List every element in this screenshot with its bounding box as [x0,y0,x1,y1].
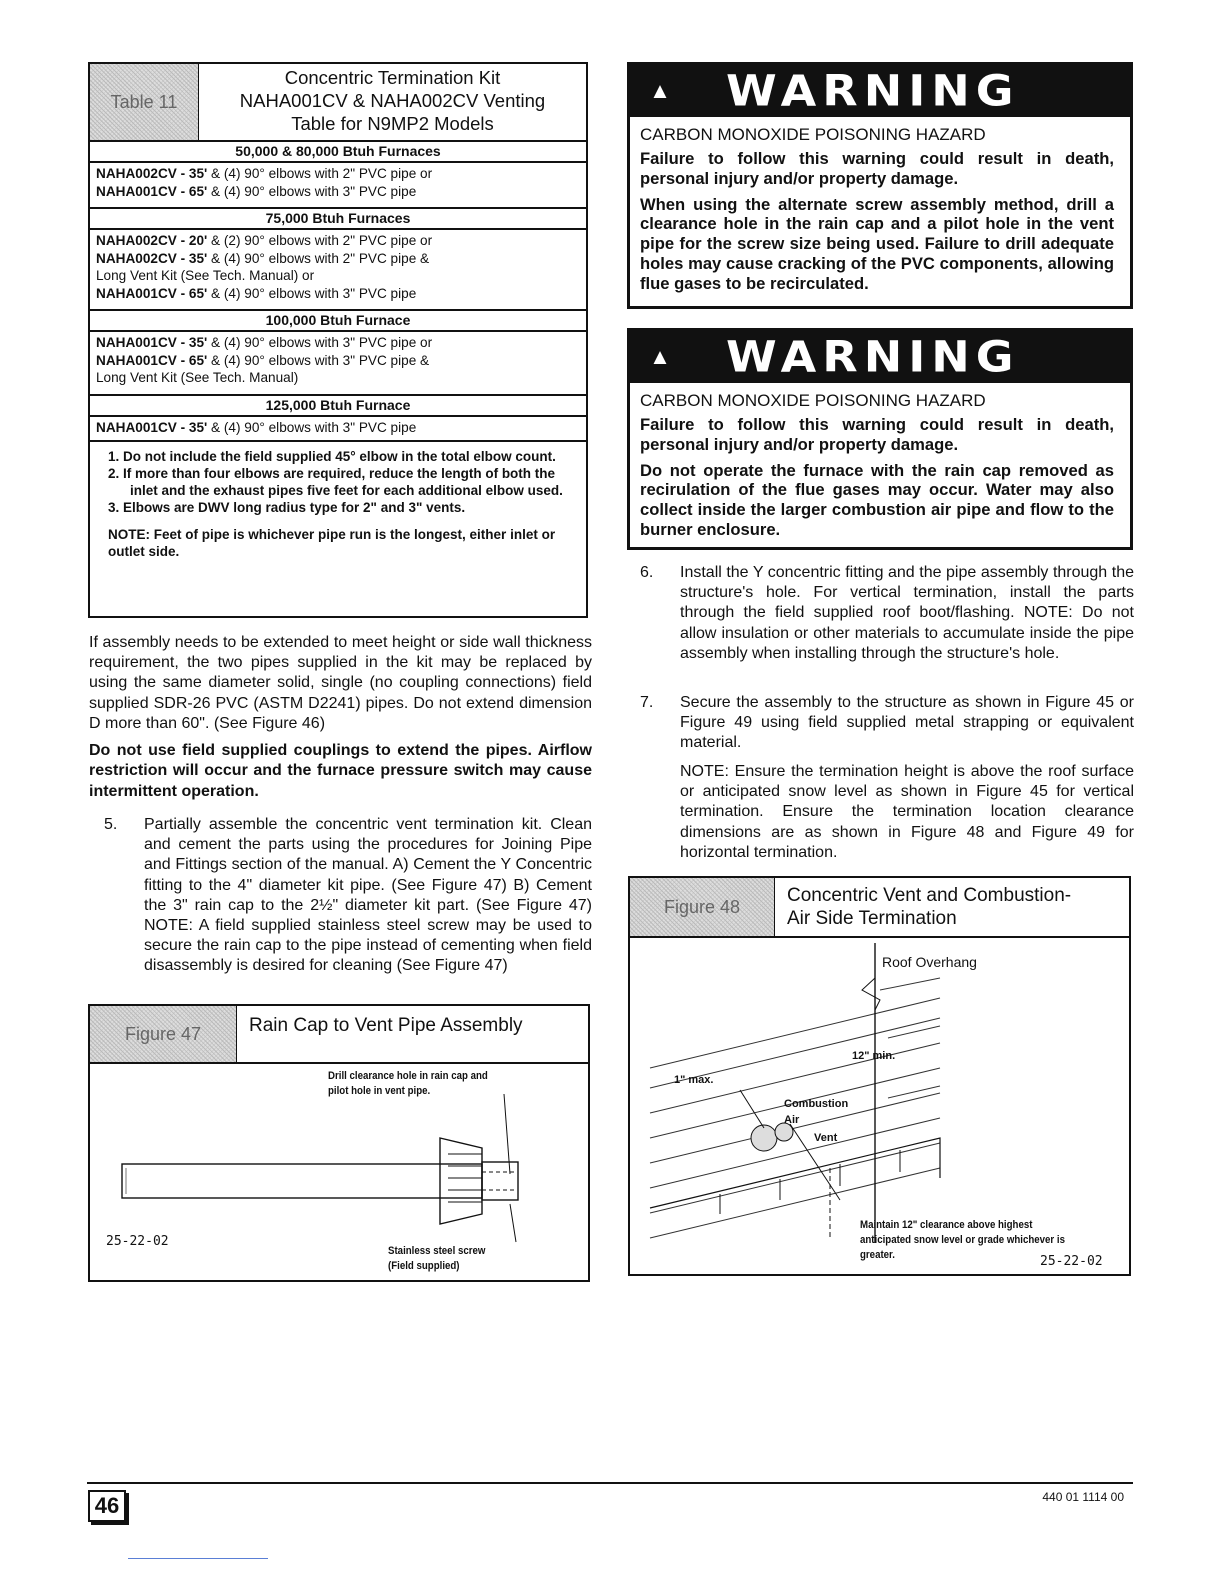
section-heading: 75,000 Btuh Furnaces [90,207,586,230]
row-detail: & (4) 90° elbows with 3" PVC pipe & [207,352,430,368]
page-number: 46 [88,1490,126,1522]
figure-tag: Figure 47 [90,1006,237,1062]
list-number: 6. [640,564,654,581]
row-detail: & (4) 90° elbows with 3" PVC pipe [207,285,417,301]
overhang-line [888,1086,940,1098]
figure-48 [628,876,1131,1276]
warning-bar [630,331,1130,383]
warning-box-2 [627,328,1133,550]
table-row [96,250,580,268]
row-detail: Long Vent Kit (See Tech. Manual) [96,370,299,385]
table-row [96,352,580,370]
footer-link-line [128,1558,268,1559]
overhang-line [888,1026,940,1038]
label-1-max: 1" max. [674,1074,714,1086]
warning-text: When using the alternate screw assembly method, drill a clearance hole in the rain cap and a pilot hole in the vent pipe for the screw size being used. Failure to drill adequate holes may cause cracking of the PVC components, allowing flue gases to be recirculated. [640,194,1114,293]
warning-word: WARNING [726,66,1020,116]
section-heading: 125,000 Btuh Furnace [90,394,586,417]
section-heading: 50,000 & 80,000 Btuh Furnaces [90,142,586,163]
row-detail: & (4) 90° elbows with 2" PVC pipe & [207,250,430,266]
document-number: 440 01 1114 00 [1042,1490,1124,1504]
warning-icon: ▲ [649,344,671,369]
label-vent: Vent [814,1132,838,1144]
section-rows [90,417,586,441]
warning-icon: ▲ [649,78,671,103]
rain-cap [440,1138,482,1224]
vent-termination [751,1125,777,1151]
overhang-line [880,978,940,990]
table-title-line: Concentric Termination Kit [284,67,501,88]
figure-code: 25-22-02 [106,1234,169,1249]
table-row [96,369,580,387]
warning-text: Do not operate the furnace with the rain cap removed as recirulation of the flue gases may occur. Water may also collect inside the larger combustion air pipe and flow to the burner enclosure. [640,460,1114,539]
footer-rule [87,1482,1133,1484]
hazard-title: CARBON MONOXIDE POISONING HAZARD [640,391,986,410]
note-termination-height: NOTE: Ensure the termination height is above the roof surface or anticipated snow level as shown in Figure 45 for vertical termination. Ensure the termination location clearance dimensions are as shown in Figure 48 and Figure 49 for horizontal termination. [680,763,1134,861]
table-footnote: NOTE: Feet of pipe is whichever pipe run is the longest, either inlet or outlet side. [108,527,556,559]
hazard-title: CARBON MONOXIDE POISONING HAZARD [640,125,986,144]
row-model: NAHA001CV - 35' [96,419,208,435]
table-note: 3. Elbows are DWV long radius type for 2" and 3" vents. [108,500,466,515]
table-11 [88,62,588,618]
figure-tag: Figure 48 [630,878,775,936]
table-row [96,334,580,352]
row-detail: & (2) 90° elbows with 2" PVC pipe or [207,233,433,248]
list-text: Secure the assembly to the structure as shown in Figure 45 or Figure 49 using field supplied metal strapping or equivalent material. [680,694,1134,752]
leader-line [740,1090,764,1128]
row-model: NAHA001CV - 65' [96,183,208,199]
label-maintain-clearance: Maintain 12" clearance above highest anticipated snow level or grade whichever is greater. [860,1219,1065,1261]
figure-title: Concentric Vent and Combustion-Air Side Termination [787,885,1072,929]
row-model: NAHA001CV - 65' [96,352,208,368]
warning-bar [630,65,1130,117]
caution-couplings: Do not use field supplied couplings to extend the pipes. Airflow restriction will occur and the furnace pressure switch may cause intermittent operation. [89,742,592,800]
section-rows [90,163,586,204]
table-title-line: NAHA001CV & NAHA002CV Venting [239,90,546,111]
table-notes [90,440,586,564]
figure-header [90,1006,588,1064]
table-note: 2. If more than four elbows are required, reduce the length of both the inlet and the exhaust pipes five feet for each additional elbow used. [108,466,563,498]
row-model: NAHA002CV - 35' [96,250,208,266]
label-roof-overhang: Roof Overhang [882,954,977,970]
cap-neck [482,1162,518,1200]
table-row [96,285,580,303]
section-rows [90,230,586,306]
table-note: 1. Do not include the field supplied 45° elbow in the total elbow count. [108,449,556,464]
vent-pipe [122,1164,482,1198]
figure-47 [88,1004,590,1282]
row-model: NAHA002CV - 35' [96,166,208,181]
row-detail: & (4) 90° elbows with 3" PVC pipe [207,419,417,435]
row-model: NAHA002CV - 20' [96,233,208,248]
figure-header [630,878,1129,938]
row-model: NAHA001CV - 65' [96,285,208,301]
list-text: Install the Y concentric fitting and the pipe assembly through the structure's hole. For vertical termination, install the parts through the field supplied roof boot/flashing. NOTE: Do not allow insulation or other materials to accumulate inside the pipe assembly when installing through the structure's hole. [680,564,1134,662]
label-combustion: Combustion [784,1098,849,1110]
row-detail: Long Vent Kit (See Tech. Manual) or [96,268,315,283]
section-rows [90,332,586,391]
row-detail: & (4) 90° elbows with 3" PVC pipe [207,183,417,199]
warning-text: Failure to follow this warning could result in death, personal injury and/or property damage. [640,149,1114,188]
list-number: 5. [104,816,118,833]
leader-line [510,1204,516,1242]
table-row [96,183,580,201]
table-row [96,165,580,183]
callout-drill-hole: Drill clearance hole in rain cap and pilot hole in vent pipe. [328,1070,488,1097]
row-model: NAHA001CV - 35' [96,335,208,350]
grade-line [650,1138,940,1208]
warning-text: Failure to follow this warning could result in death, personal injury and/or property damage. [640,415,1114,454]
section-heading: 100,000 Btuh Furnace [90,309,586,332]
table-row [96,232,580,250]
table-title [199,64,586,140]
list-item-7 [640,693,1134,754]
table-header [90,64,586,142]
callout-screw: Stainless steel screw (Field supplied) [388,1245,486,1272]
wall-line [650,998,940,1068]
list-number: 7. [640,694,654,711]
label-air: Air [784,1114,800,1126]
row-detail: & (4) 90° elbows with 3" PVC pipe or [207,335,433,350]
row-detail: & (4) 90° elbows with 2" PVC pipe or [207,166,433,181]
list-item-6 [640,563,1134,664]
table-row [96,419,580,437]
break-mark [862,978,880,1010]
table-tag: Table 11 [90,64,199,140]
table-title-line: Table for N9MP2 Models [291,113,494,134]
warning-word: WARNING [726,332,1020,382]
label-12-min: 12" min. [852,1050,896,1062]
figure-code: 25-22-02 [1040,1254,1103,1269]
figure-title: Rain Cap to Vent Pipe Assembly [249,1015,523,1036]
list-text: Partially assemble the concentric vent termination kit. Clean and cement the parts using the procedures for Joining Pipe and Fittings section of the manual. A) Cement the Y Concentric fitting to the 4" diameter kit pipe. (See Figure 47) B) Cement the 3" rain cap to the 2½" diameter kit part. (See Figure 47) NOTE: A field supplied stainless steel screw may be used to secure the rain cap to the pipe instead of cementing when field disassembly is desired for cleaning (See Figure 47) [144,816,592,975]
list-item-5 [104,815,592,977]
table-row [96,267,580,285]
paragraph-extend-assembly: If assembly needs to be extended to meet height or side wall thickness requirement, the two pipes supplied in the kit may be replaced by using the same diameter solid, single (no coupling connections) field supplied SDR-26 PVC (ASTM D2241) pipes. Do not extend dimension D more than 60". (See Figure 46) [89,634,592,732]
warning-box-1 [627,62,1133,309]
